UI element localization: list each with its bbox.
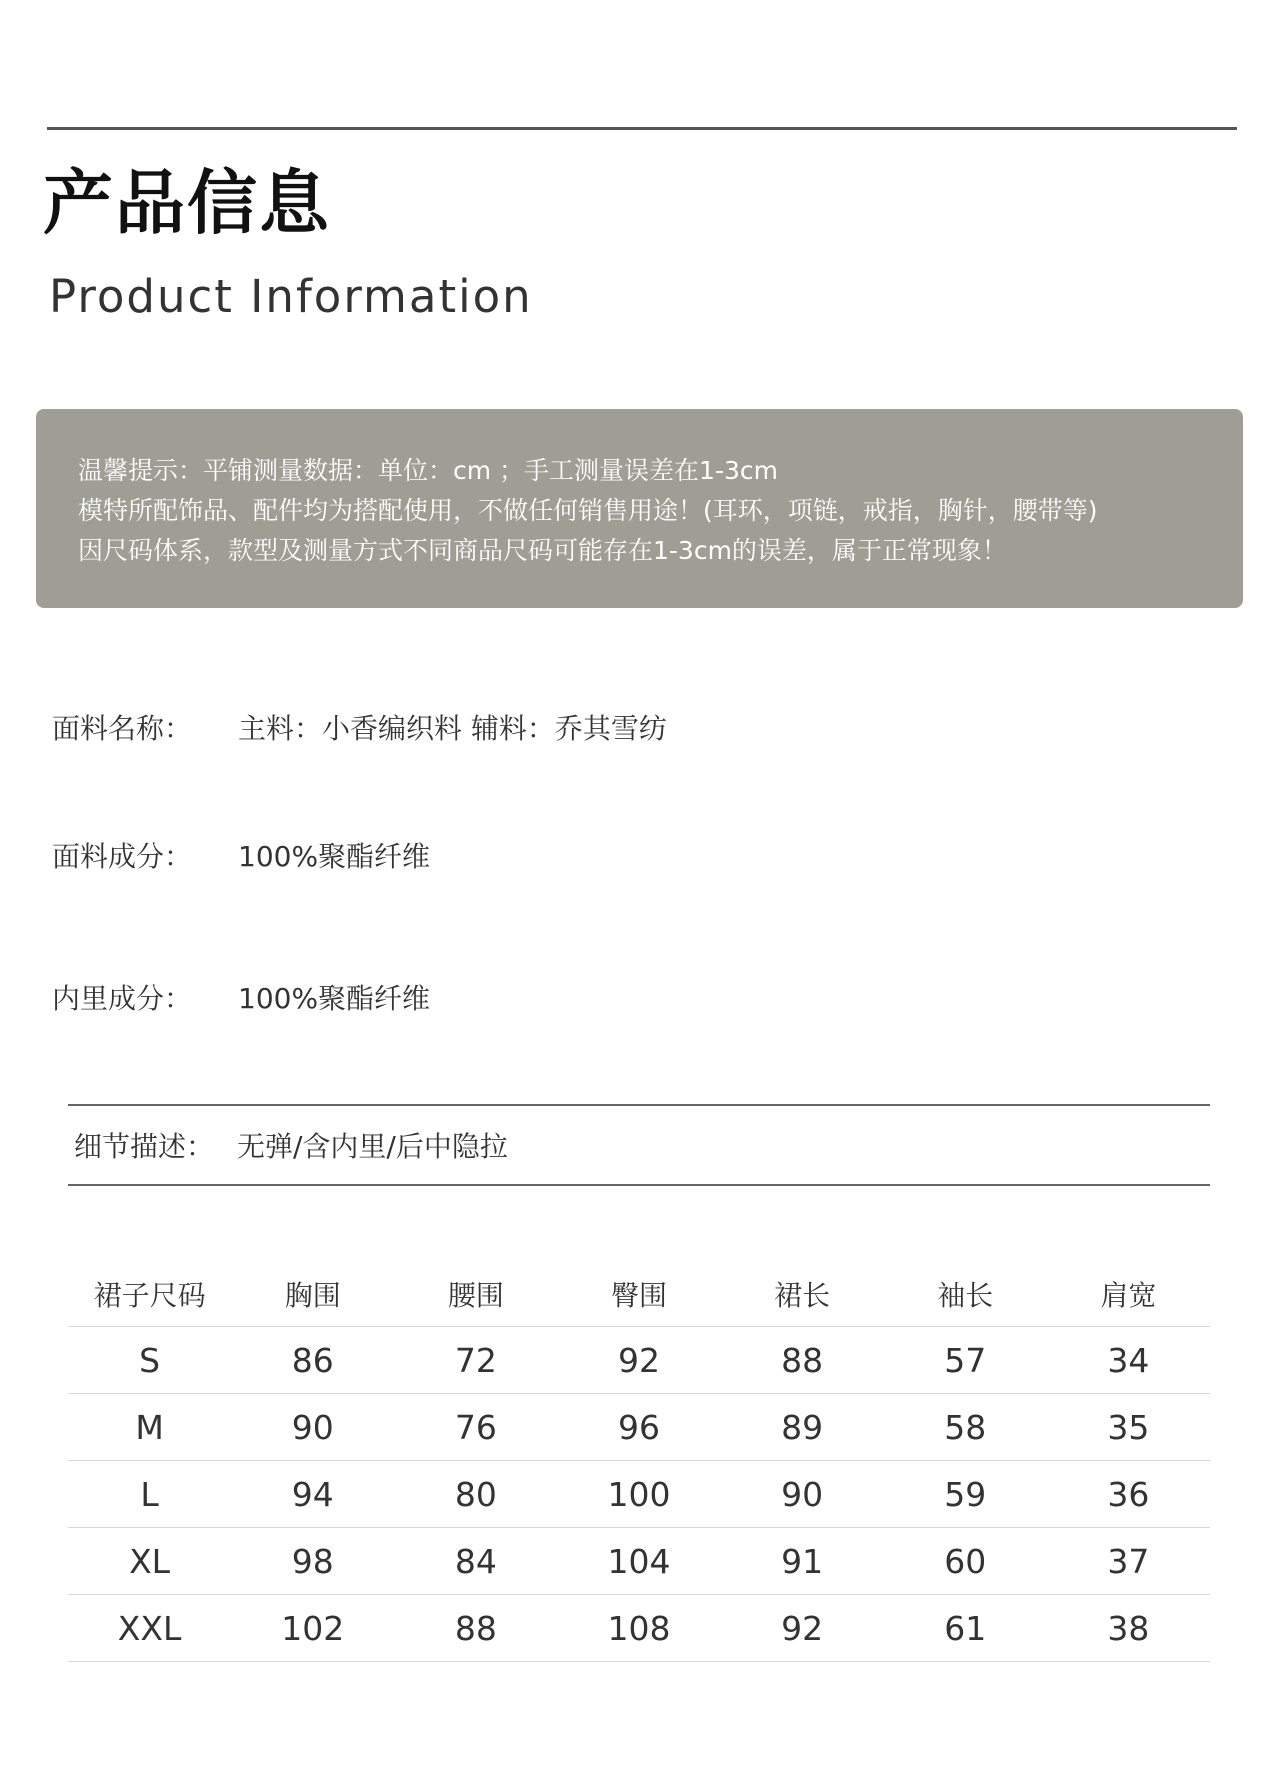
header-cell: 裙长: [774, 1279, 831, 1312]
table-cell: 86: [231, 1327, 394, 1394]
table-cell: 104: [557, 1528, 720, 1595]
header-cell: 胸围: [284, 1279, 341, 1312]
notice-line-3: 因尺码体系，款型及测量方式不同商品尺码可能存在1-3cm的误差，属于正常现象！: [78, 536, 1007, 565]
table-cell: 89: [721, 1394, 884, 1461]
fabric-composition-value: 100%聚酯纤维: [238, 840, 431, 873]
lining-composition-row: [52, 977, 430, 1017]
notice-line-1: 温馨提示：平铺测量数据：单位：cm ；手工测量误差在1-3cm: [78, 456, 778, 485]
table-cell: 102: [231, 1595, 394, 1662]
table-cell: 94: [231, 1461, 394, 1528]
detail-bottom-divider: [68, 1184, 1210, 1186]
table-cell: 35: [1047, 1394, 1210, 1461]
table-cell: 98: [231, 1528, 394, 1595]
table-cell: 37: [1047, 1528, 1210, 1595]
detail-value: 无弹/含内里/后中隐拉: [237, 1130, 508, 1163]
table-row: [68, 1595, 1210, 1662]
table-cell: 96: [557, 1394, 720, 1461]
table-cell: 88: [721, 1327, 884, 1394]
table-row: [68, 1461, 1210, 1528]
page-title: 产品信息: [43, 162, 331, 244]
table-cell: S: [68, 1327, 231, 1394]
table-cell: XL: [68, 1528, 231, 1595]
table-cell: M: [68, 1394, 231, 1461]
lining-composition-value: 100%聚酯纤维: [238, 982, 431, 1015]
header-cell: 肩宽: [1100, 1279, 1157, 1312]
notice-box: [36, 409, 1243, 608]
table-cell: 92: [557, 1327, 720, 1394]
table-cell: 91: [721, 1528, 884, 1595]
table-cell: 72: [394, 1327, 557, 1394]
lining-composition-label: 内里成分：: [52, 982, 193, 1015]
size-table-header: [68, 1262, 1210, 1327]
detail-top-divider: [68, 1104, 1210, 1106]
table-cell: 57: [884, 1327, 1047, 1394]
table-cell: 59: [884, 1461, 1047, 1528]
table-cell: 108: [557, 1595, 720, 1662]
table-cell: 84: [394, 1528, 557, 1595]
table-cell: 80: [394, 1461, 557, 1528]
size-table: [68, 1262, 1210, 1662]
top-divider: [47, 127, 1237, 130]
table-cell: 60: [884, 1528, 1047, 1595]
fabric-name-value: 主料：小香编织料 辅料：乔其雪纺: [238, 712, 667, 745]
table-row: [68, 1528, 1210, 1595]
table-cell: 88: [394, 1595, 557, 1662]
header-cell: 裙子尺码: [93, 1279, 206, 1312]
table-cell: 100: [557, 1461, 720, 1528]
fabric-name-label: 面料名称：: [52, 712, 193, 745]
table-cell: L: [68, 1461, 231, 1528]
table-cell: 38: [1047, 1595, 1210, 1662]
detail-label: 细节描述：: [74, 1130, 215, 1163]
table-row: [68, 1327, 1210, 1394]
fabric-name-row: [52, 707, 667, 747]
table-cell: 34: [1047, 1327, 1210, 1394]
page-subtitle: Product Information: [49, 270, 533, 323]
table-cell: 76: [394, 1394, 557, 1461]
table-cell: 90: [721, 1461, 884, 1528]
fabric-composition-row: [52, 835, 430, 875]
table-row: [68, 1394, 1210, 1461]
table-cell: 90: [231, 1394, 394, 1461]
table-cell: XXL: [68, 1595, 231, 1662]
notice-line-2: 模特所配饰品、配件均为搭配使用，不做任何销售用途！(耳环，项链，戒指，胸针，腰带等): [78, 496, 1098, 525]
detail-row: [74, 1125, 508, 1165]
header-cell: 袖长: [937, 1279, 994, 1312]
fabric-composition-label: 面料成分：: [52, 840, 193, 873]
table-cell: 58: [884, 1394, 1047, 1461]
table-cell: 92: [721, 1595, 884, 1662]
table-cell: 61: [884, 1595, 1047, 1662]
table-cell: 36: [1047, 1461, 1210, 1528]
header-cell: 腰围: [447, 1279, 504, 1312]
header-cell: 臀围: [610, 1279, 667, 1312]
